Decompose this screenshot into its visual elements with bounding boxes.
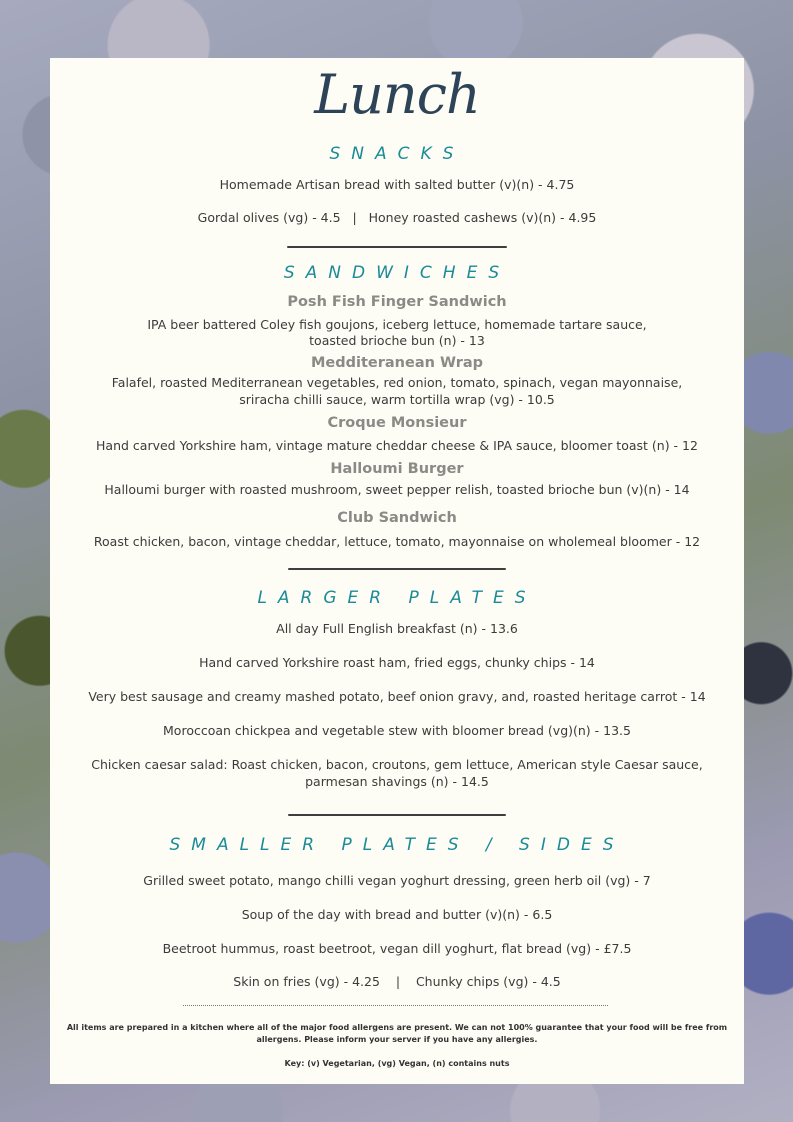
menu-item: Homemade Artisan bread with salted butter (v)(n) - 4.75 xyxy=(219,177,575,192)
menu-item: Honey roasted cashews (v)(n) - 4.95 xyxy=(368,210,597,225)
allergen-notice: allergens. Please inform your server if you have any allergies. xyxy=(256,1035,538,1044)
section-heading-snacks: SNACKS xyxy=(329,144,465,164)
menu-item: Beetroot hummus, roast beetroot, vegan dill yoghurt, flat bread (vg) - £7.5 xyxy=(162,941,632,956)
section-heading-smaller-plates: SMALLER PLATES / SIDES xyxy=(169,835,625,855)
section-heading-sandwiches: SANDWICHES xyxy=(283,263,511,283)
section-heading-larger-plates: LARGER PLATES xyxy=(257,588,537,608)
menu-item: Gordal olives (vg) - 4.5 xyxy=(197,210,341,225)
divider xyxy=(288,568,506,570)
item-name: Croque Monsieur xyxy=(327,415,467,431)
menu-item: Moroccoan chickpea and vegetable stew with bloomer bread (vg)(n) - 13.5 xyxy=(163,723,631,738)
menu-item: Chunky chips (vg) - 4.5 xyxy=(415,974,561,989)
menu-item: Hand carved Yorkshire roast ham, fried eggs, chunky chips - 14 xyxy=(199,655,595,670)
item-name: Halloumi Burger xyxy=(330,461,464,477)
item-description: Halloumi burger with roasted mushroom, sweet pepper relish, toasted brioche bun (v)(n) - 14 xyxy=(104,482,690,497)
menu-item: Skin on fries (vg) - 4.25 xyxy=(233,974,380,989)
dietary-key: Key: (v) Vegetarian, (vg) Vegan, (n) contains nuts xyxy=(284,1059,510,1068)
menu-item-pair xyxy=(50,973,744,990)
menu-item: Soup of the day with bread and butter (v)(n) - 6.5 xyxy=(241,907,553,922)
item-description: sriracha chilli sauce, warm tortilla wrap (vg) - 10.5 xyxy=(239,392,555,407)
item-description: Falafel, roasted Mediterranean vegetables, red onion, tomato, spinach, vegan mayonnaise, xyxy=(111,375,683,390)
item-description: toasted brioche bun (n) - 13 xyxy=(309,333,485,348)
menu-item: Very best sausage and creamy mashed potato, beef onion gravy, and, roasted heritage carrot - 14 xyxy=(88,689,706,704)
menu-item: Chicken caesar salad: Roast chicken, bacon, croutons, gem lettuce, American style Caesar sauce, xyxy=(91,757,703,772)
menu-item-pair xyxy=(50,209,744,226)
menu-card xyxy=(50,58,744,1084)
item-description: IPA beer battered Coley fish goujons, iceberg lettuce, homemade tartare sauce, xyxy=(147,317,647,332)
pair-separator: | xyxy=(352,210,357,225)
divider xyxy=(287,246,507,248)
allergen-notice: All items are prepared in a kitchen where all of the major food allergens are present. We can not 100% guarantee that your food will be free from xyxy=(66,1023,728,1032)
menu-title: Lunch xyxy=(314,63,480,126)
divider xyxy=(288,814,506,816)
item-description: Hand carved Yorkshire ham, vintage mature cheddar cheese & IPA sauce, bloomer toast (n) - 12 xyxy=(96,438,698,453)
menu-item: Grilled sweet potato, mango chilli vegan yoghurt dressing, green herb oil (vg) - 7 xyxy=(143,873,651,888)
item-name: Posh Fish Finger Sandwich xyxy=(287,294,507,310)
menu-item: All day Full English breakfast (n) - 13.6 xyxy=(276,621,518,636)
pair-separator: | xyxy=(395,974,401,989)
dotted-divider xyxy=(183,1005,608,1006)
item-description: Roast chicken, bacon, vintage cheddar, lettuce, tomato, mayonnaise on wholemeal bloomer - 12 xyxy=(93,534,701,549)
menu-item: parmesan shavings (n) - 14.5 xyxy=(305,774,489,789)
item-name: Club Sandwich xyxy=(337,510,457,526)
item-name: Medditeranean Wrap xyxy=(310,355,484,371)
